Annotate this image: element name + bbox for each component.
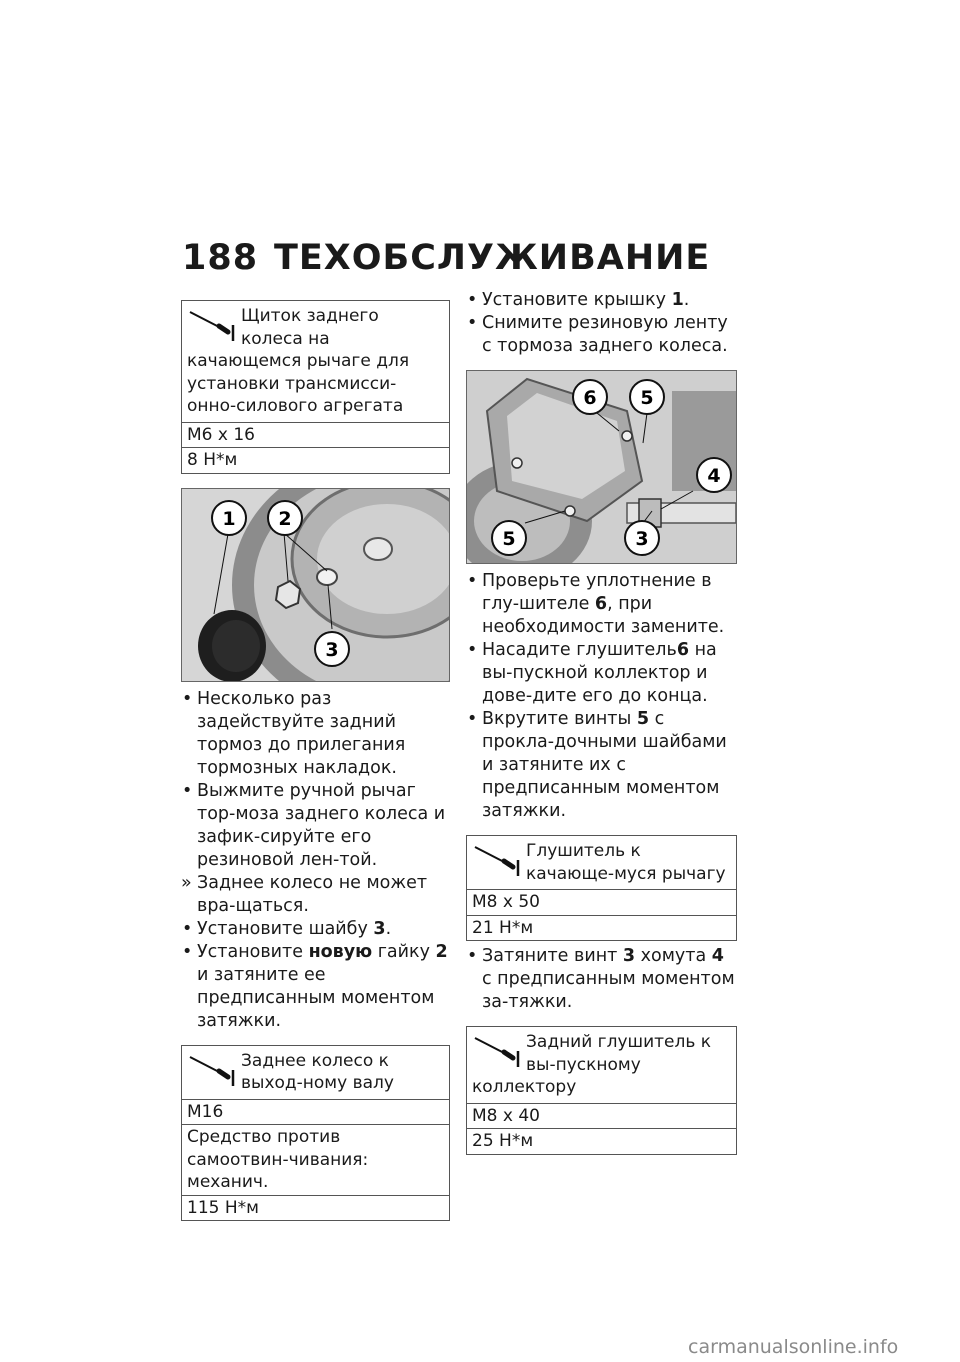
part-number: 2 <box>435 941 448 962</box>
callout-label: 1 <box>222 507 236 530</box>
right-steps-bottom <box>466 945 737 1014</box>
emphasis: новую <box>308 941 373 962</box>
spec-row: 8 Н*м <box>182 447 449 473</box>
step-text: , при необходимости замените. <box>482 594 725 637</box>
torque-wrench-icon <box>187 305 237 345</box>
spec-row: 25 Н*м <box>467 1128 736 1154</box>
page-header <box>182 238 710 278</box>
step-text: . <box>683 290 690 310</box>
spec-header <box>182 1046 449 1099</box>
part-number: 3 <box>373 918 386 939</box>
page-number: 188 <box>182 238 259 278</box>
exhaust-silencer-illustration <box>467 371 736 563</box>
part-number: 6 <box>676 640 689 660</box>
step-text: Несколько раз задействуйте задний тормоз до прилегания тормозных накладок. <box>197 688 406 778</box>
spec-header <box>182 301 449 422</box>
spec-title: Щиток заднего колеса на качающемся рычаге для установки трансмисси-онно-силового агрегата <box>187 306 410 416</box>
part-number: 3 <box>622 946 636 966</box>
step-text: . <box>385 918 392 939</box>
step-item <box>466 312 737 358</box>
spec-row: M8 x 40 <box>467 1103 736 1129</box>
step-item <box>466 289 737 312</box>
callout-label: 5 <box>502 528 516 550</box>
torque-wrench-icon <box>187 1050 237 1090</box>
figure-exhaust-silencer <box>466 370 737 564</box>
spec-table-silencer-swingarm <box>466 835 737 941</box>
callout-6 <box>573 380 607 414</box>
result-text: Заднее колесо не может вра-щаться. <box>197 872 428 916</box>
figure-rear-wheel-axle <box>181 488 450 682</box>
step-text: Выжмите ручной рычаг тор-моза заднего колеса и зафик-сируйте его резиновой лен-той. <box>197 780 446 870</box>
callout-label: 4 <box>707 465 721 487</box>
spec-row: 115 Н*м <box>182 1195 449 1221</box>
step-text: и затяните ее предписанным моментом затяжки. <box>197 964 435 1031</box>
spec-header <box>467 1027 736 1103</box>
step-text: Проверьте уплотнение в глу-шителе <box>482 571 712 614</box>
spec-row: M8 x 50 <box>467 889 736 915</box>
spec-table-silencer-manifold <box>466 1026 737 1155</box>
spec-table-rear-wheel <box>181 1045 450 1222</box>
step-text: хомута <box>635 946 712 966</box>
step-text: гайку <box>372 941 436 962</box>
spec-row: 21 Н*м <box>467 915 736 941</box>
callout-5-top <box>630 380 664 414</box>
part-number: 6 <box>594 594 608 614</box>
callout-label: 3 <box>325 638 339 661</box>
step-item <box>466 570 737 639</box>
step-text: Насадите глушитель <box>482 640 677 660</box>
part-number: 4 <box>711 946 724 966</box>
left-steps <box>181 688 450 1033</box>
right-steps-top <box>466 289 737 358</box>
step-text: Установите шайбу <box>197 918 374 939</box>
page-title: ТЕХОБСЛУЖИВАНИЕ <box>274 238 711 278</box>
step-text: на вы-пускной коллектор и дове-дите его до конца. <box>482 640 717 706</box>
step-text: Установите крышку <box>482 290 672 310</box>
callout-4 <box>697 458 731 492</box>
step-item <box>181 688 450 780</box>
spec-row: Средство против самоотвин-чивания: механич. <box>182 1124 449 1195</box>
step-item <box>181 780 450 872</box>
step-item <box>181 918 450 941</box>
step-text: с прокла-дочными шайбами и затяните их с предписанным моментом затяжки. <box>482 709 727 821</box>
step-item <box>181 941 450 1033</box>
callout-label: 3 <box>635 528 649 550</box>
callout-1 <box>212 501 246 535</box>
spec-title: Заднее колесо к выход-ному валу <box>241 1050 394 1093</box>
step-text: Установите <box>197 941 309 962</box>
spec-table-wheel-guard <box>181 300 450 474</box>
step-text: Затяните винт <box>482 946 623 966</box>
step-item <box>466 708 737 823</box>
callout-5-bottom <box>492 521 526 555</box>
step-text: Снимите резиновую ленту с тормоза заднего колеса. <box>482 313 728 356</box>
left-column <box>181 300 450 1221</box>
callout-label: 6 <box>583 387 597 409</box>
callout-label: 2 <box>278 507 292 530</box>
spec-row: M16 <box>182 1099 449 1125</box>
torque-wrench-icon <box>472 1031 522 1071</box>
torque-wrench-icon <box>472 840 522 880</box>
callout-label: 5 <box>640 387 654 409</box>
step-item <box>466 945 737 1014</box>
right-column <box>466 289 737 1155</box>
callout-3 <box>625 521 659 555</box>
step-text: Вкрутите винты <box>482 709 637 729</box>
rear-wheel-axle-illustration <box>182 489 449 681</box>
spec-title: Задний глушитель к вы-пускному коллектору <box>472 1032 712 1097</box>
step-item <box>466 639 737 708</box>
callout-3 <box>315 632 349 666</box>
watermark-link[interactable]: carmanualsonline.info <box>688 1336 899 1358</box>
part-number: 5 <box>636 709 650 729</box>
spec-row: M6 x 16 <box>182 422 449 448</box>
spec-header <box>467 836 736 889</box>
right-steps-middle <box>466 570 737 823</box>
step-text: с предписанным моментом за-тяжки. <box>482 969 735 1012</box>
part-number: 1 <box>671 290 684 310</box>
callout-2 <box>268 501 302 535</box>
result-item <box>181 872 450 918</box>
spec-title: Глушитель к качающе-муся рычагу <box>526 841 726 884</box>
